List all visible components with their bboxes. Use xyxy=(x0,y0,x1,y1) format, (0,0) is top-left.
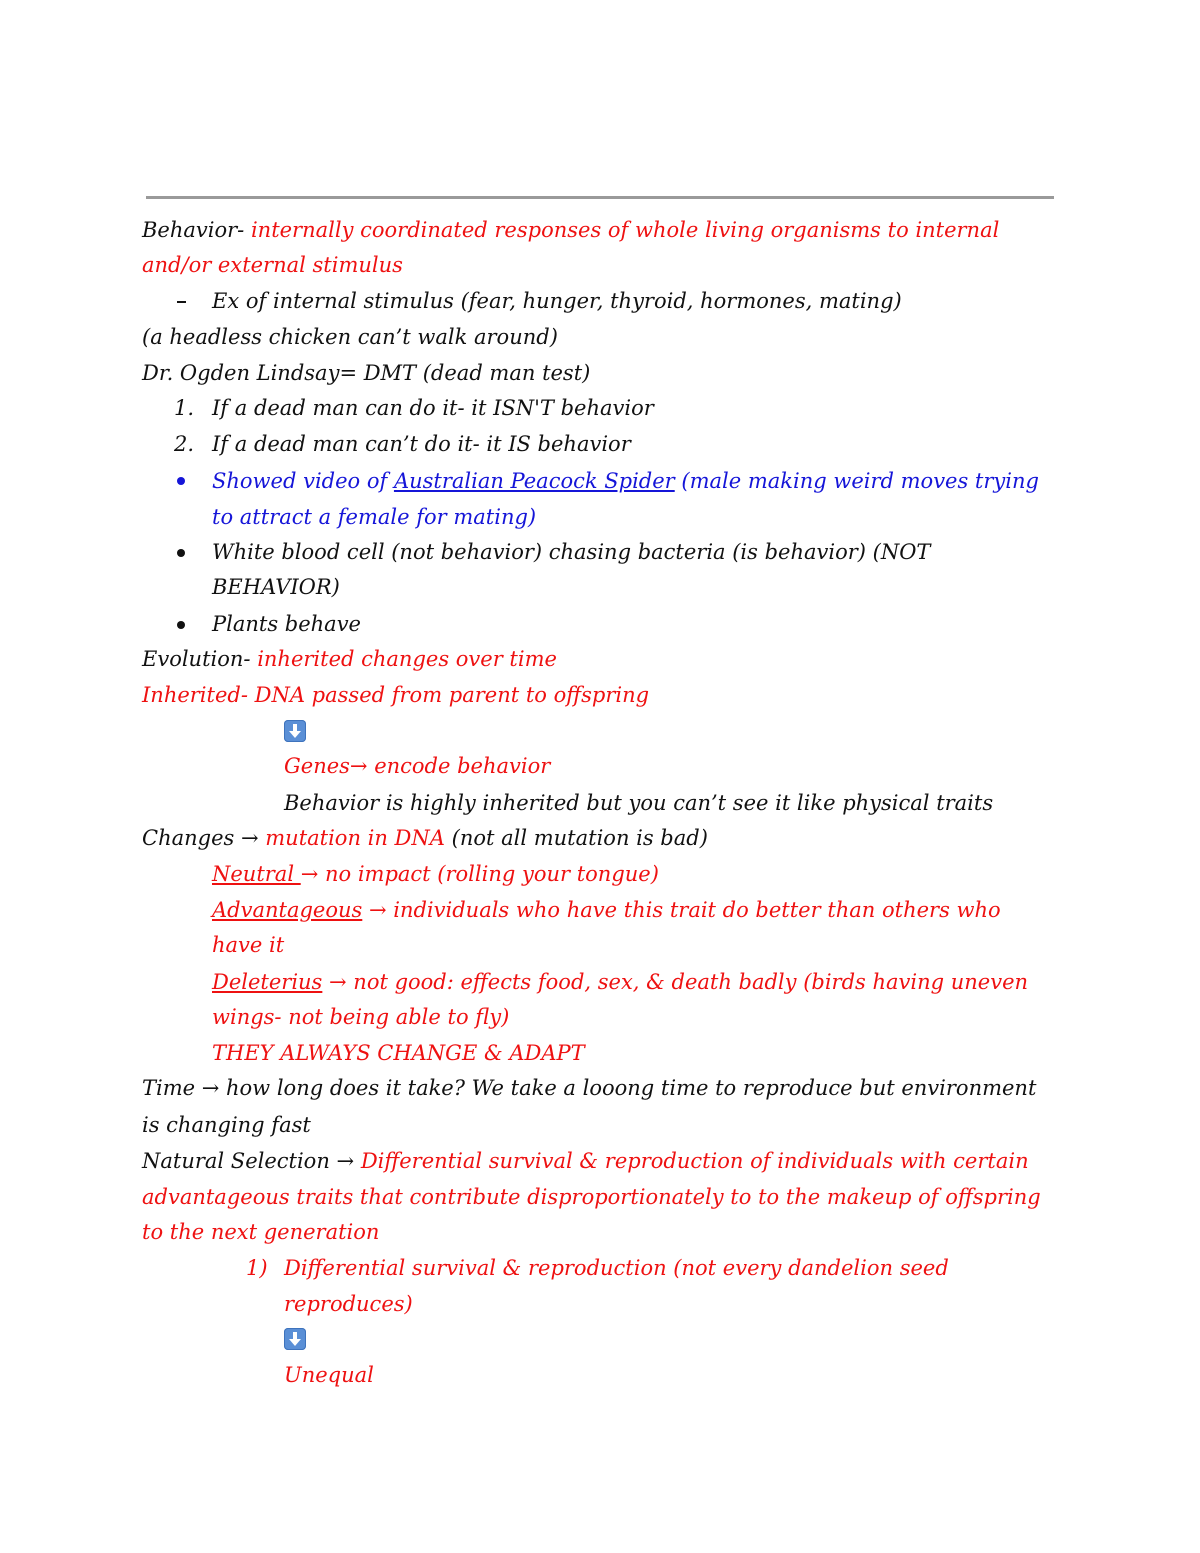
evolution-term: Evolution- xyxy=(142,647,251,671)
evolution-definition xyxy=(142,644,557,674)
deleterius-term: Deleterius xyxy=(212,970,323,994)
down-arrow-icon xyxy=(284,720,306,742)
time-line-2: is changing fast xyxy=(142,1113,311,1137)
bullet-icon xyxy=(177,621,185,629)
deleterius-line-1 xyxy=(212,967,1028,997)
neutral-line xyxy=(212,859,659,889)
advantageous-term: Advantageous xyxy=(212,898,363,922)
natural-selection-term: Natural Selection → xyxy=(142,1149,355,1173)
changes-term: Changes → xyxy=(142,826,259,850)
behavior-highly-inherited: Behavior is highly inherited but you can’t see it like physical traits xyxy=(284,791,994,815)
changes-def: mutation in DNA xyxy=(265,826,445,850)
list-number: 1. xyxy=(174,396,195,420)
deleterius-def: → not good: effects food, sex, & death badly (birds having uneven xyxy=(322,970,1029,994)
headless-chicken-note: (a headless chicken can’t walk around) xyxy=(142,325,558,349)
differential-survival-line-1: Differential survival & reproduction (not every dandelion seed xyxy=(284,1256,949,1280)
evolution-def: inherited changes over time xyxy=(257,647,557,671)
white-blood-cell-line-2: BEHAVIOR) xyxy=(212,575,340,599)
advantageous-line-2: have it xyxy=(212,933,285,957)
natural-selection-line-1 xyxy=(142,1146,1029,1176)
natural-selection-line-3: to the next generation xyxy=(142,1220,380,1244)
time-line-1: Time → how long does it take? We take a looong time to reproduce but environment xyxy=(142,1076,1037,1100)
dash-bullet-icon xyxy=(177,301,186,303)
always-change-adapt: THEY ALWAYS CHANGE & ADAPT xyxy=(212,1041,585,1065)
behavior-definition: internally coordinated responses of whole living organisms to internal xyxy=(250,218,1000,242)
australian-peacock-spider-link[interactable]: Australian Peacock Spider xyxy=(393,469,675,493)
behavior-definition-line-1 xyxy=(142,215,999,245)
list-number: 1) xyxy=(246,1256,268,1280)
spider-video-line-2: to attract a female for mating) xyxy=(212,505,537,529)
differential-survival-line-2: reproduces) xyxy=(284,1292,413,1316)
white-blood-cell-line-1: White blood cell (not behavior) chasing bacteria (is behavior) (NOT xyxy=(212,540,931,564)
advantageous-def: → individuals who have this trait do better than others who xyxy=(362,898,1001,922)
inherited-def: DNA passed from parent to offspring xyxy=(254,683,650,707)
bullet-icon xyxy=(177,549,185,557)
changes-note: (not all mutation is bad) xyxy=(451,826,708,850)
behavior-definition-line-2: and/or external stimulus xyxy=(142,253,403,277)
neutral-term: Neutral xyxy=(212,862,301,886)
plants-behave: Plants behave xyxy=(212,612,361,636)
list-item: If a dead man can’t do it- it IS behavior xyxy=(212,432,631,456)
spider-video-suffix: (male making weird moves trying xyxy=(674,469,1039,493)
spider-video-line-1 xyxy=(212,466,1039,496)
unequal: Unequal xyxy=(284,1363,374,1387)
behavior-term: Behavior- xyxy=(142,218,245,242)
inherited-term: Inherited- xyxy=(142,683,248,707)
deleterius-line-2: wings- not being able to fly) xyxy=(212,1005,510,1029)
list-item: If a dead man can do it- it ISN'T behavior xyxy=(212,396,654,420)
bullet-icon xyxy=(177,477,185,485)
natural-selection-line-2: advantageous traits that contribute disproportionately to to the makeup of offspring xyxy=(142,1185,1041,1209)
neutral-def: → no impact (rolling your tongue) xyxy=(300,862,659,886)
down-arrow-icon xyxy=(284,1328,306,1350)
changes-definition xyxy=(142,823,708,853)
dead-man-test: Dr. Ogden Lindsay= DMT (dead man test) xyxy=(142,361,591,385)
list-number: 2. xyxy=(174,432,195,456)
inherited-definition xyxy=(142,680,649,710)
natural-selection-def: Differential survival & reproduction of individuals with certain xyxy=(360,1149,1029,1173)
spider-video-prefix: Showed video of xyxy=(212,469,394,493)
genes-encode-behavior: Genes→ encode behavior xyxy=(284,754,551,778)
internal-stimulus-example: Ex of internal stimulus (fear, hunger, thyroid, hormones, mating) xyxy=(212,289,902,313)
advantageous-line-1 xyxy=(212,895,1001,925)
horizontal-rule xyxy=(146,196,1054,199)
